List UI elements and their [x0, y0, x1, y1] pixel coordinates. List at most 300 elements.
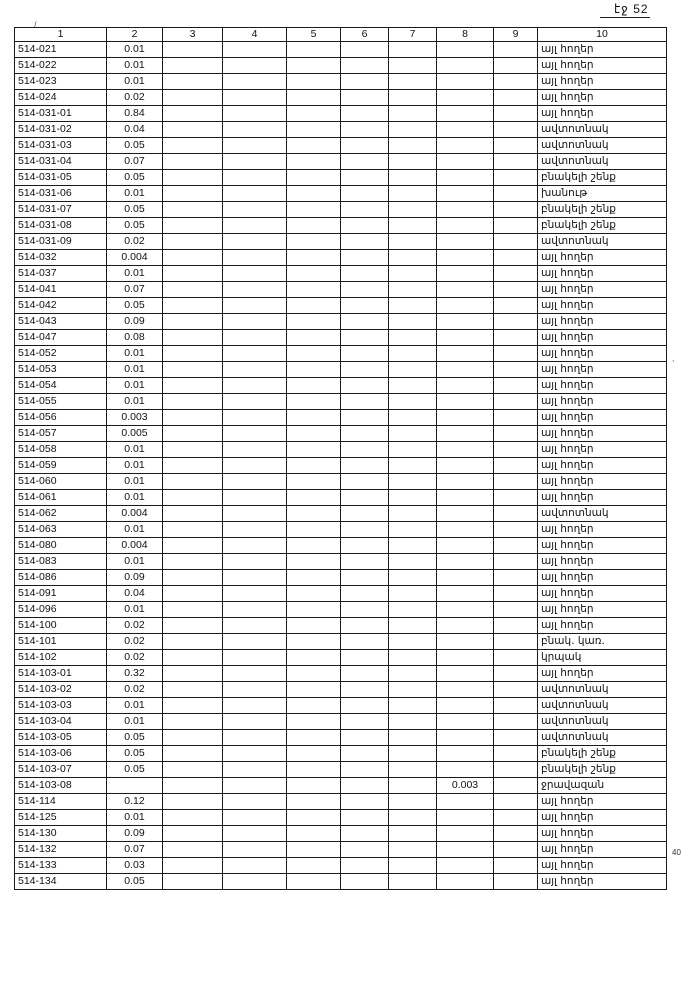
column-5-cell — [287, 186, 341, 202]
parcel-code-cell: 514-103-03 — [15, 698, 107, 714]
land-use-cell: այլ հողեր — [538, 378, 667, 394]
column-4-cell — [223, 90, 287, 106]
column-3-cell — [163, 874, 223, 890]
table-row — [15, 330, 667, 346]
column-6-cell — [341, 362, 389, 378]
column-6-cell — [341, 762, 389, 778]
column-5-cell — [287, 378, 341, 394]
land-use-cell: այլ հողեր — [538, 538, 667, 554]
parcel-code-cell: 514-133 — [15, 858, 107, 874]
column-9-cell — [494, 794, 538, 810]
column-8-cell — [437, 586, 494, 602]
column-6-cell — [341, 826, 389, 842]
table-row — [15, 618, 667, 634]
column-4-cell — [223, 458, 287, 474]
land-use-cell: այլ հողեր — [538, 602, 667, 618]
parcel-code-cell: 514-103-05 — [15, 730, 107, 746]
column-7-cell — [389, 186, 437, 202]
column-9-cell — [494, 778, 538, 794]
parcel-code-cell: 514-132 — [15, 842, 107, 858]
column-4-cell — [223, 810, 287, 826]
parcel-code-cell: 514-022 — [15, 58, 107, 74]
column-3-cell — [163, 570, 223, 586]
land-use-cell: բնակելի շենք — [538, 218, 667, 234]
column-4-cell — [223, 730, 287, 746]
column-3-cell — [163, 842, 223, 858]
column-4-cell — [223, 218, 287, 234]
page-number-label: էջ 52 — [614, 2, 649, 16]
area-cell: 0.01 — [107, 58, 163, 74]
column-5-cell — [287, 570, 341, 586]
column-8-cell — [437, 298, 494, 314]
column-6-cell — [341, 682, 389, 698]
column-4-cell — [223, 234, 287, 250]
column-9-cell — [494, 586, 538, 602]
column-9-cell — [494, 698, 538, 714]
land-use-cell: այլ հողեր — [538, 362, 667, 378]
column-7-cell — [389, 682, 437, 698]
parcel-code-cell: 514-032 — [15, 250, 107, 266]
column-3-cell — [163, 186, 223, 202]
column-7-cell — [389, 266, 437, 282]
column-8-cell — [437, 810, 494, 826]
column-5-cell — [287, 426, 341, 442]
column-5-cell — [287, 170, 341, 186]
column-4-cell — [223, 282, 287, 298]
column-7-cell — [389, 410, 437, 426]
table-row — [15, 250, 667, 266]
column-5-cell — [287, 122, 341, 138]
column-7-cell — [389, 138, 437, 154]
column-6-cell — [341, 554, 389, 570]
column-8-cell — [437, 682, 494, 698]
area-cell: 0.004 — [107, 250, 163, 266]
column-4-cell — [223, 58, 287, 74]
column-5-cell — [287, 442, 341, 458]
table-row — [15, 778, 667, 794]
column-4-cell — [223, 346, 287, 362]
column-6-cell — [341, 378, 389, 394]
column-8-cell — [437, 826, 494, 842]
column-9-cell — [494, 522, 538, 538]
column-9-cell — [494, 842, 538, 858]
column-6-cell — [341, 266, 389, 282]
land-register-table — [14, 27, 667, 890]
land-use-cell: այլ հողեր — [538, 842, 667, 858]
column-5-cell — [287, 506, 341, 522]
parcel-code-cell: 514-059 — [15, 458, 107, 474]
column-9-cell — [494, 186, 538, 202]
column-8-cell — [437, 506, 494, 522]
column-3-cell — [163, 74, 223, 90]
column-6-cell — [341, 298, 389, 314]
column-7-cell — [389, 362, 437, 378]
column-4-cell — [223, 186, 287, 202]
column-3-cell — [163, 42, 223, 58]
column-3-cell — [163, 762, 223, 778]
land-use-cell: այլ հողեր — [538, 426, 667, 442]
column-8-cell — [437, 570, 494, 586]
parcel-code-cell: 514-103-04 — [15, 714, 107, 730]
land-use-cell: այլ հողեր — [538, 490, 667, 506]
column-7-cell — [389, 554, 437, 570]
parcel-code-cell: 514-043 — [15, 314, 107, 330]
table-row — [15, 42, 667, 58]
column-8-cell — [437, 282, 494, 298]
table-row — [15, 810, 667, 826]
parcel-code-cell: 514-031-02 — [15, 122, 107, 138]
column-9-cell — [494, 618, 538, 634]
column-4-cell — [223, 538, 287, 554]
land-use-cell: խանութ — [538, 186, 667, 202]
column-5-cell — [287, 58, 341, 74]
table-row — [15, 282, 667, 298]
column-4-cell — [223, 314, 287, 330]
column-9-cell — [494, 330, 538, 346]
column-7-cell — [389, 538, 437, 554]
parcel-code-cell: 514-047 — [15, 330, 107, 346]
column-3-cell — [163, 282, 223, 298]
column-9-cell — [494, 122, 538, 138]
column-9-cell — [494, 298, 538, 314]
land-use-cell: այլ հողեր — [538, 74, 667, 90]
column-8-cell — [437, 186, 494, 202]
column-3-cell — [163, 746, 223, 762]
parcel-code-cell: 514-021 — [15, 42, 107, 58]
table-body — [15, 42, 667, 890]
table-row — [15, 474, 667, 490]
parcel-code-cell: 514-041 — [15, 282, 107, 298]
column-7-cell — [389, 650, 437, 666]
column-8-cell — [437, 730, 494, 746]
column-6-cell — [341, 170, 389, 186]
column-9-cell — [494, 410, 538, 426]
column-7-cell — [389, 810, 437, 826]
column-5-cell — [287, 762, 341, 778]
column-9-cell — [494, 746, 538, 762]
column-4-cell — [223, 154, 287, 170]
land-use-cell: բնակելի շենք — [538, 762, 667, 778]
column-3-cell — [163, 330, 223, 346]
column-7-cell — [389, 842, 437, 858]
column-4-cell — [223, 858, 287, 874]
column-6-cell — [341, 74, 389, 90]
column-8-cell — [437, 474, 494, 490]
column-4-cell — [223, 698, 287, 714]
column-7-cell — [389, 490, 437, 506]
column-8-cell — [437, 874, 494, 890]
column-5-cell — [287, 858, 341, 874]
column-3-cell — [163, 458, 223, 474]
land-use-cell: ավտոտնակ — [538, 234, 667, 250]
column-3-cell — [163, 346, 223, 362]
column-6-cell — [341, 106, 389, 122]
land-use-cell: այլ հողեր — [538, 346, 667, 362]
area-cell: 0.03 — [107, 858, 163, 874]
column-3-cell — [163, 234, 223, 250]
area-cell: 0.01 — [107, 490, 163, 506]
column-4-cell — [223, 138, 287, 154]
column-5-cell — [287, 586, 341, 602]
column-8-cell — [437, 330, 494, 346]
column-3-cell — [163, 506, 223, 522]
parcel-code-cell: 514-114 — [15, 794, 107, 810]
column-8-cell — [437, 138, 494, 154]
column-3-cell — [163, 218, 223, 234]
column-8-cell — [437, 714, 494, 730]
column-5-cell — [287, 74, 341, 90]
column-7-cell — [389, 570, 437, 586]
area-cell: 0.02 — [107, 90, 163, 106]
column-6-cell — [341, 794, 389, 810]
column-9-cell — [494, 314, 538, 330]
area-cell: 0.05 — [107, 170, 163, 186]
table-row — [15, 634, 667, 650]
column-3-cell — [163, 426, 223, 442]
table-row — [15, 522, 667, 538]
column-8-cell — [437, 842, 494, 858]
column-6-cell — [341, 522, 389, 538]
column-7-cell — [389, 58, 437, 74]
column-3-cell — [163, 122, 223, 138]
table-row — [15, 490, 667, 506]
column-7-cell — [389, 794, 437, 810]
area-cell: 0.07 — [107, 282, 163, 298]
column-9-cell — [494, 154, 538, 170]
area-cell: 0.07 — [107, 154, 163, 170]
column-3-cell — [163, 698, 223, 714]
column-5-cell — [287, 346, 341, 362]
area-cell: 0.02 — [107, 682, 163, 698]
column-6-cell — [341, 586, 389, 602]
table-row — [15, 346, 667, 362]
column-9-cell — [494, 250, 538, 266]
column-5-cell — [287, 138, 341, 154]
area-cell: 0.003 — [107, 410, 163, 426]
column-4-cell — [223, 410, 287, 426]
column-6-cell — [341, 778, 389, 794]
table-row — [15, 842, 667, 858]
column-5-cell — [287, 778, 341, 794]
column-4-cell — [223, 74, 287, 90]
column-5-cell — [287, 842, 341, 858]
column-6-cell — [341, 474, 389, 490]
parcel-code-cell: 514-134 — [15, 874, 107, 890]
column-6-cell — [341, 426, 389, 442]
table-row — [15, 458, 667, 474]
area-cell: 0.01 — [107, 394, 163, 410]
area-cell: 0.07 — [107, 842, 163, 858]
table-row — [15, 234, 667, 250]
column-7-cell — [389, 346, 437, 362]
page-number-underline — [600, 17, 650, 18]
parcel-code-cell: 514-083 — [15, 554, 107, 570]
land-use-cell: բնակելի շենք — [538, 202, 667, 218]
column-9-cell — [494, 218, 538, 234]
column-3-cell — [163, 794, 223, 810]
column-9-cell — [494, 858, 538, 874]
column-4-cell — [223, 842, 287, 858]
table-row — [15, 762, 667, 778]
column-8-cell — [437, 362, 494, 378]
column-7-cell — [389, 698, 437, 714]
column-8-cell — [437, 554, 494, 570]
column-5-cell — [287, 698, 341, 714]
land-use-cell: ավտոտնակ — [538, 730, 667, 746]
area-cell: 0.01 — [107, 602, 163, 618]
parcel-code-cell: 514-062 — [15, 506, 107, 522]
parcel-code-cell: 514-060 — [15, 474, 107, 490]
land-use-cell: այլ հողեր — [538, 474, 667, 490]
column-5-cell — [287, 298, 341, 314]
column-6-cell — [341, 666, 389, 682]
column-header-7: 7 — [389, 28, 437, 42]
land-use-cell: այլ հողեր — [538, 282, 667, 298]
column-5-cell — [287, 650, 341, 666]
column-3-cell — [163, 90, 223, 106]
column-5-cell — [287, 618, 341, 634]
column-4-cell — [223, 682, 287, 698]
column-3-cell — [163, 858, 223, 874]
table-row — [15, 202, 667, 218]
area-cell: 0.01 — [107, 346, 163, 362]
column-7-cell — [389, 522, 437, 538]
column-4-cell — [223, 826, 287, 842]
column-6-cell — [341, 346, 389, 362]
column-header-4: 4 — [223, 28, 287, 42]
column-header-9: 9 — [494, 28, 538, 42]
column-5-cell — [287, 634, 341, 650]
land-use-cell: ավտոտնակ — [538, 122, 667, 138]
parcel-code-cell: 514-061 — [15, 490, 107, 506]
column-6-cell — [341, 490, 389, 506]
table-row — [15, 858, 667, 874]
parcel-code-cell: 514-055 — [15, 394, 107, 410]
land-use-cell: այլ հողեր — [538, 794, 667, 810]
column-6-cell — [341, 730, 389, 746]
column-5-cell — [287, 602, 341, 618]
table-row — [15, 298, 667, 314]
column-4-cell — [223, 474, 287, 490]
column-4-cell — [223, 762, 287, 778]
area-cell: 0.02 — [107, 234, 163, 250]
column-4-cell — [223, 298, 287, 314]
column-4-cell — [223, 394, 287, 410]
column-9-cell — [494, 106, 538, 122]
area-cell: 0.04 — [107, 586, 163, 602]
column-8-cell — [437, 106, 494, 122]
area-cell: 0.004 — [107, 538, 163, 554]
column-5-cell — [287, 154, 341, 170]
column-4-cell — [223, 666, 287, 682]
column-9-cell — [494, 458, 538, 474]
column-8-cell — [437, 426, 494, 442]
column-8-cell: 0.003 — [437, 778, 494, 794]
column-7-cell — [389, 874, 437, 890]
column-3-cell — [163, 170, 223, 186]
column-9-cell — [494, 442, 538, 458]
column-5-cell — [287, 362, 341, 378]
column-5-cell — [287, 394, 341, 410]
column-7-cell — [389, 154, 437, 170]
area-cell: 0.01 — [107, 378, 163, 394]
column-8-cell — [437, 634, 494, 650]
column-header-3: 3 — [163, 28, 223, 42]
column-5-cell — [287, 282, 341, 298]
column-8-cell — [437, 442, 494, 458]
area-cell: 0.01 — [107, 362, 163, 378]
column-4-cell — [223, 122, 287, 138]
column-3-cell — [163, 682, 223, 698]
area-cell: 0.05 — [107, 298, 163, 314]
land-use-cell: այլ հողեր — [538, 266, 667, 282]
parcel-code-cell: 514-031-07 — [15, 202, 107, 218]
column-3-cell — [163, 650, 223, 666]
parcel-code-cell: 514-091 — [15, 586, 107, 602]
column-9-cell — [494, 362, 538, 378]
land-use-cell: ավտոտնակ — [538, 138, 667, 154]
area-cell: 0.004 — [107, 506, 163, 522]
column-8-cell — [437, 266, 494, 282]
column-7-cell — [389, 330, 437, 346]
column-6-cell — [341, 602, 389, 618]
column-8-cell — [437, 346, 494, 362]
column-9-cell — [494, 170, 538, 186]
area-cell: 0.01 — [107, 458, 163, 474]
parcel-code-cell: 514-031-09 — [15, 234, 107, 250]
table-header-row — [15, 28, 667, 42]
land-use-cell: այլ հողեր — [538, 810, 667, 826]
land-use-cell: այլ հողեր — [538, 106, 667, 122]
table-row — [15, 106, 667, 122]
column-5-cell — [287, 90, 341, 106]
column-5-cell — [287, 474, 341, 490]
column-9-cell — [494, 570, 538, 586]
column-7-cell — [389, 106, 437, 122]
column-9-cell — [494, 538, 538, 554]
column-3-cell — [163, 666, 223, 682]
land-use-cell: այլ հողեր — [538, 90, 667, 106]
column-6-cell — [341, 330, 389, 346]
column-7-cell — [389, 298, 437, 314]
area-cell: 0.09 — [107, 570, 163, 586]
land-use-cell: ավտոտնակ — [538, 506, 667, 522]
parcel-code-cell: 514-103-06 — [15, 746, 107, 762]
land-use-cell: կրպակ — [538, 650, 667, 666]
column-3-cell — [163, 394, 223, 410]
column-header-2: 2 — [107, 28, 163, 42]
column-7-cell — [389, 282, 437, 298]
land-use-cell: այլ հողեր — [538, 298, 667, 314]
column-8-cell — [437, 522, 494, 538]
column-6-cell — [341, 314, 389, 330]
column-3-cell — [163, 202, 223, 218]
land-use-cell: բնակելի շենք — [538, 746, 667, 762]
column-9-cell — [494, 730, 538, 746]
area-cell: 0.09 — [107, 826, 163, 842]
column-8-cell — [437, 458, 494, 474]
column-6-cell — [341, 282, 389, 298]
table-row — [15, 410, 667, 426]
land-use-cell: ջրավազան — [538, 778, 667, 794]
table-row — [15, 714, 667, 730]
area-cell — [107, 778, 163, 794]
column-7-cell — [389, 74, 437, 90]
column-5-cell — [287, 266, 341, 282]
column-3-cell — [163, 410, 223, 426]
table-row — [15, 442, 667, 458]
parcel-code-cell: 514-031-05 — [15, 170, 107, 186]
